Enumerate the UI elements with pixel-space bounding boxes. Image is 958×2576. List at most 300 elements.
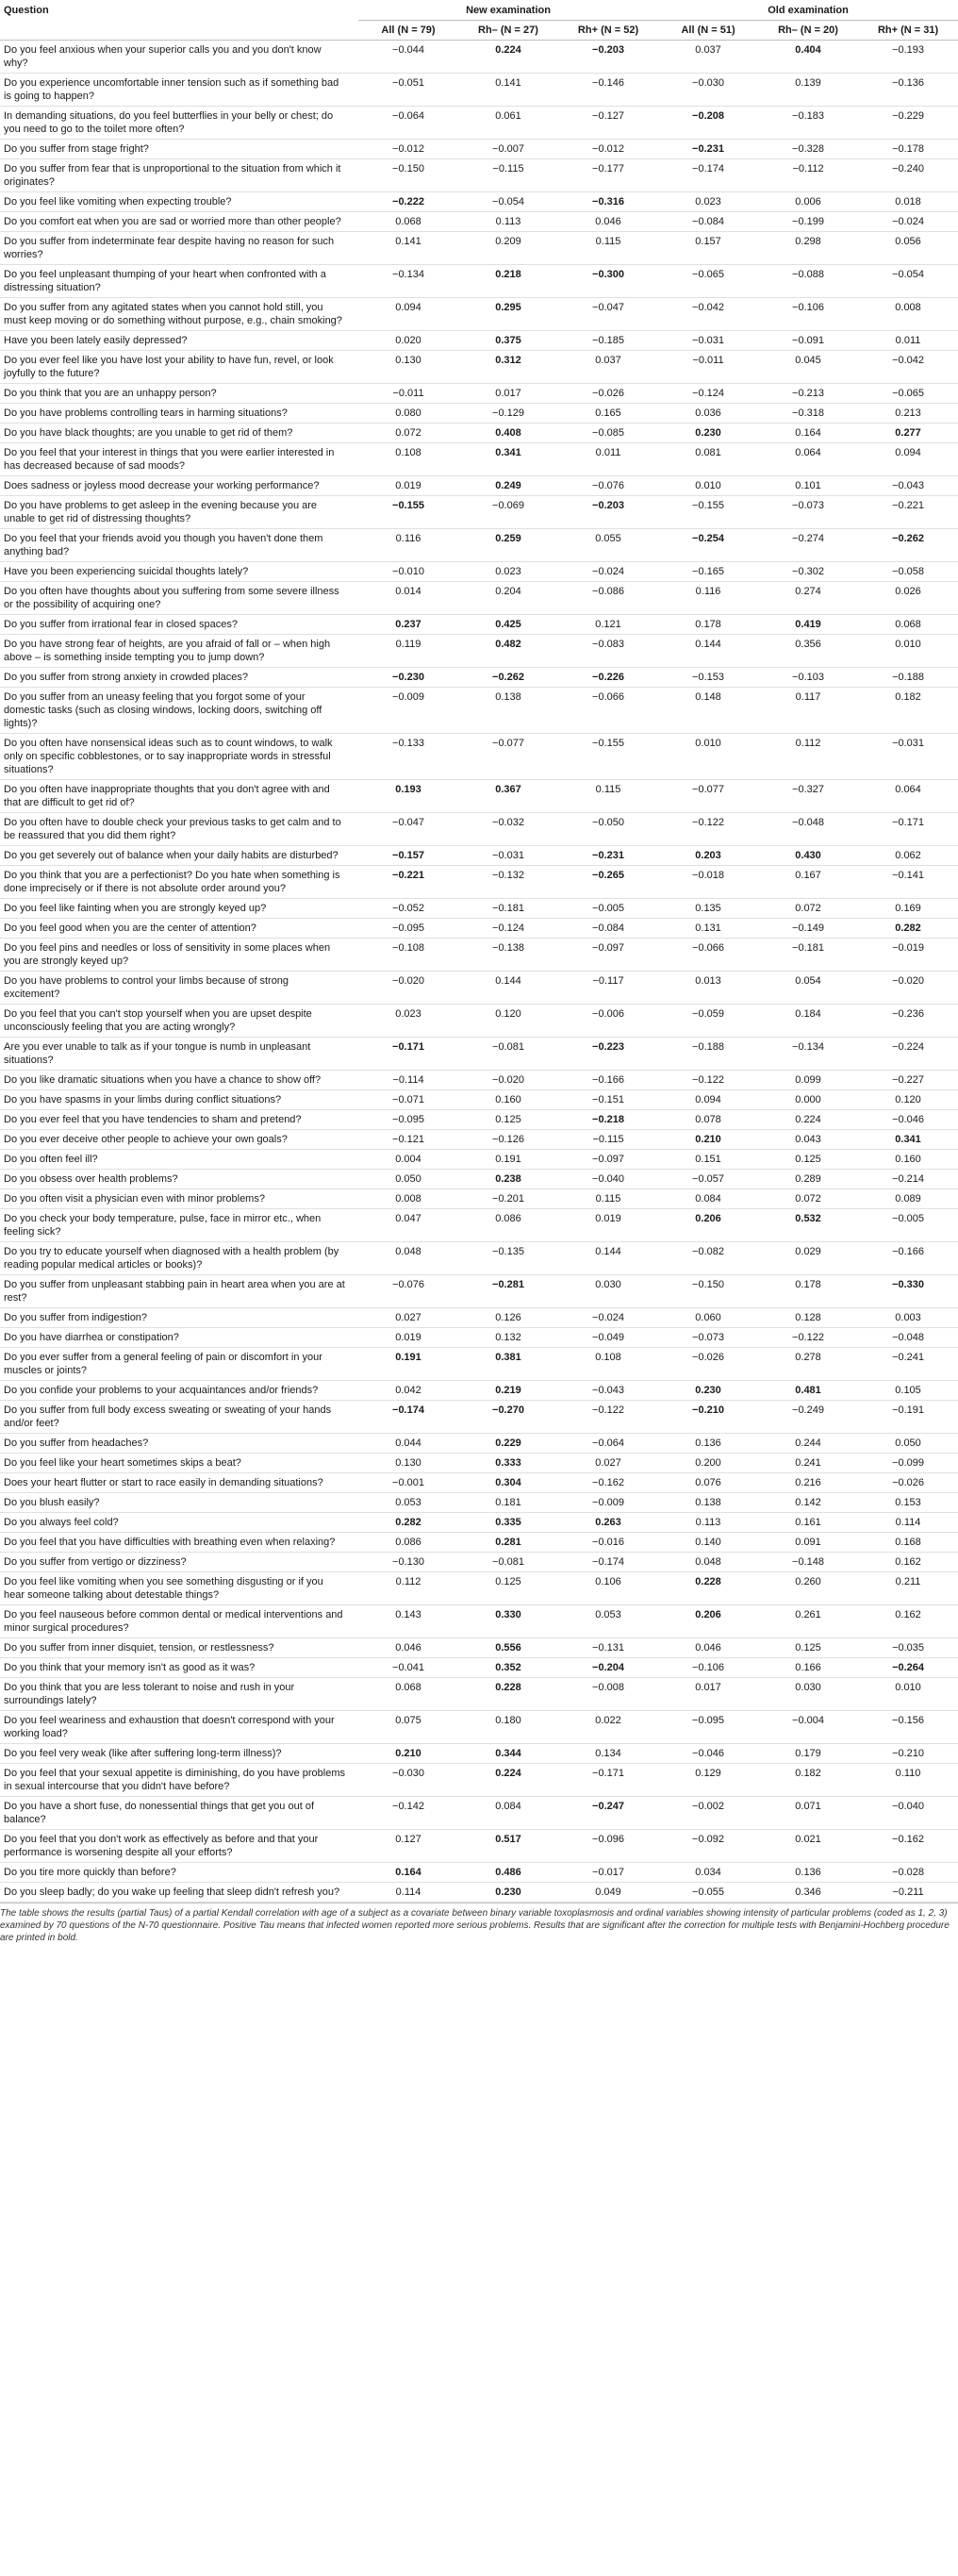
value-cell-new-rh-pos: 0.115 [558,780,658,813]
value-cell-new-rh-neg: 0.181 [458,1493,558,1513]
value-cell-old-rh-pos: −0.330 [858,1275,958,1308]
value-cell-old-rh-neg: 0.045 [758,351,858,384]
value-cell-new-rh-neg: 0.517 [458,1830,558,1863]
value-cell-old-rh-pos: −0.005 [858,1209,958,1242]
value-cell-old-all: −0.150 [658,1275,758,1308]
table-row [0,635,958,668]
value-cell-old-rh-pos: 0.169 [858,899,958,919]
value-cell-new-all: 0.141 [358,232,458,265]
value-cell-new-rh-pos: 0.027 [558,1454,658,1473]
value-cell-old-rh-neg: 0.064 [758,443,858,476]
value-cell-new-rh-neg: −0.138 [458,939,558,972]
value-cell-old-rh-pos: −0.193 [858,41,958,74]
question-cell: Do you have diarrhea or constipation? [0,1328,358,1348]
value-cell-old-rh-neg: 0.101 [758,476,858,496]
table-row [0,562,958,582]
question-cell: Do you have problems to control your limbs because of strong excitement? [0,972,358,1005]
value-cell-new-rh-neg: 0.218 [458,265,558,298]
value-cell-old-rh-pos: −0.046 [858,1110,958,1130]
table-row [0,1308,958,1328]
value-cell-new-rh-neg: −0.281 [458,1275,558,1308]
question-cell: Do you often have inappropriate thoughts that you don't agree with and that are difficult to get rid of? [0,780,358,813]
value-cell-old-all: 0.203 [658,846,758,866]
value-cell-old-rh-neg: 0.184 [758,1005,858,1038]
value-cell-old-all: 0.230 [658,424,758,443]
table-row [0,404,958,424]
value-cell-new-rh-neg: 0.180 [458,1711,558,1744]
value-cell-new-rh-pos: −0.171 [558,1764,658,1797]
value-cell-old-all: 0.129 [658,1764,758,1797]
value-cell-new-all: 0.193 [358,780,458,813]
question-cell: In demanding situations, do you feel butterflies in your belly or chest; do you need to go to the toilet more often? [0,107,358,140]
question-cell: Do you feel that you can't stop yourself when you are upset despite unconsciously feeling that you are acting wrongly? [0,1005,358,1038]
value-cell-new-rh-neg: 0.482 [458,635,558,668]
table-row [0,1209,958,1242]
value-cell-new-rh-pos: −0.040 [558,1170,658,1189]
value-cell-old-all: 0.076 [658,1473,758,1493]
value-cell-old-all: 0.094 [658,1090,758,1110]
value-cell-old-all: −0.092 [658,1830,758,1863]
value-cell-old-rh-pos: −0.188 [858,668,958,688]
value-cell-old-rh-pos: 0.008 [858,298,958,331]
value-cell-old-all: 0.200 [658,1454,758,1473]
question-cell: Do you ever suffer from a general feeling of pain or discomfort in your muscles or joints? [0,1348,358,1381]
value-cell-new-all: 0.108 [358,443,458,476]
question-cell: Do you have a short fuse, do nonessential things that get you out of balance? [0,1797,358,1830]
value-cell-old-rh-pos: 0.153 [858,1493,958,1513]
value-cell-old-rh-pos: −0.042 [858,351,958,384]
value-cell-new-all: −0.030 [358,1764,458,1797]
value-cell-new-all: 0.047 [358,1209,458,1242]
table-row [0,159,958,192]
value-cell-new-rh-neg: 0.023 [458,562,558,582]
value-cell-new-all: 0.068 [358,1678,458,1711]
value-cell-old-rh-pos: −0.224 [858,1038,958,1071]
value-cell-old-rh-neg: 0.356 [758,635,858,668]
value-cell-old-all: 0.148 [658,688,758,734]
value-cell-old-rh-neg: −0.103 [758,668,858,688]
value-cell-old-all: 0.036 [658,404,758,424]
question-cell: Do you have strong fear of heights, are you afraid of fall or – when high above – is something inside tempting you to jump down? [0,635,358,668]
value-cell-new-rh-pos: −0.085 [558,424,658,443]
value-cell-old-rh-neg: 0.298 [758,232,858,265]
value-cell-old-rh-pos: −0.156 [858,1711,958,1744]
value-cell-old-rh-pos: −0.028 [858,1863,958,1883]
value-cell-new-all: 0.282 [358,1513,458,1533]
value-cell-old-rh-neg: 0.054 [758,972,858,1005]
value-cell-old-rh-pos: 0.089 [858,1189,958,1209]
value-cell-old-rh-neg: 0.430 [758,846,858,866]
value-cell-new-rh-neg: 0.230 [458,1883,558,1903]
value-cell-new-all: 0.114 [358,1883,458,1903]
value-cell-old-rh-pos: 0.282 [858,919,958,939]
value-cell-old-rh-pos: 0.094 [858,443,958,476]
value-cell-old-rh-pos: −0.099 [858,1454,958,1473]
value-cell-new-rh-neg: 0.330 [458,1605,558,1638]
value-cell-old-rh-neg: 0.030 [758,1678,858,1711]
table-row [0,780,958,813]
value-cell-old-all: −0.059 [658,1005,758,1038]
value-cell-old-rh-neg: 0.117 [758,688,858,734]
question-cell: Do you suffer from irrational fear in closed spaces? [0,615,358,635]
value-cell-new-rh-pos: −0.064 [558,1434,658,1454]
value-cell-old-all: 0.131 [658,919,758,939]
value-cell-old-rh-neg: −0.213 [758,384,858,404]
value-cell-new-rh-neg: −0.081 [458,1553,558,1572]
value-cell-old-all: 0.023 [658,192,758,212]
value-cell-old-all: −0.208 [658,107,758,140]
value-cell-old-rh-neg: 0.346 [758,1883,858,1903]
table-row [0,74,958,107]
value-cell-new-rh-pos: −0.155 [558,734,658,780]
table-row [0,1130,958,1150]
value-cell-new-all: −0.012 [358,140,458,159]
question-cell: Do you try to educate yourself when diagnosed with a health problem (by reading popular medical articles or books)? [0,1242,358,1275]
question-cell: Do you feel that you have difficulties with breathing even when relaxing? [0,1533,358,1553]
value-cell-old-rh-neg: −0.134 [758,1038,858,1071]
value-cell-new-rh-neg: 0.367 [458,780,558,813]
value-cell-new-all: 0.023 [358,1005,458,1038]
value-cell-old-all: 0.228 [658,1572,758,1605]
question-cell: Do you feel pins and needles or loss of sensitivity in some places when you are strongly keyed up? [0,939,358,972]
value-cell-new-rh-pos: 0.108 [558,1348,658,1381]
table-row [0,1473,958,1493]
question-cell: Do you suffer from fear that is unproportional to the situation from which it originates? [0,159,358,192]
value-cell-new-all: −0.009 [358,688,458,734]
value-cell-new-all: 0.130 [358,351,458,384]
value-cell-old-all: −0.095 [658,1711,758,1744]
table-row [0,1381,958,1401]
value-cell-old-all: 0.113 [658,1513,758,1533]
value-cell-old-rh-pos: 0.160 [858,1150,958,1170]
value-cell-new-rh-pos: −0.024 [558,1308,658,1328]
value-cell-old-rh-neg: 0.289 [758,1170,858,1189]
value-cell-new-rh-neg: −0.262 [458,668,558,688]
value-cell-new-all: −0.230 [358,668,458,688]
value-cell-new-all: −0.130 [358,1553,458,1572]
value-cell-old-rh-neg: 0.278 [758,1348,858,1381]
value-cell-old-rh-pos: −0.020 [858,972,958,1005]
value-cell-old-rh-neg: 0.260 [758,1572,858,1605]
value-cell-old-all: 0.144 [658,635,758,668]
value-cell-new-rh-pos: −0.131 [558,1638,658,1658]
value-cell-new-rh-pos: −0.166 [558,1071,658,1090]
value-cell-new-rh-neg: −0.126 [458,1130,558,1150]
value-cell-new-rh-neg: 0.132 [458,1328,558,1348]
value-cell-new-rh-pos: −0.223 [558,1038,658,1071]
value-cell-new-rh-neg: 0.113 [458,212,558,232]
value-cell-new-all: −0.121 [358,1130,458,1150]
table-row [0,1678,958,1711]
value-cell-new-rh-pos: −0.146 [558,74,658,107]
table-row [0,331,958,351]
table-row [0,1711,958,1744]
value-cell-old-rh-pos: 0.162 [858,1605,958,1638]
value-cell-old-rh-pos: 0.068 [858,615,958,635]
value-cell-new-rh-neg: 0.141 [458,74,558,107]
table-row [0,688,958,734]
table-row [0,192,958,212]
old-examination-header: Old examination [658,0,958,21]
value-cell-new-rh-neg: 0.209 [458,232,558,265]
question-cell: Do you blush easily? [0,1493,358,1513]
value-cell-new-all: 0.210 [358,1744,458,1764]
value-cell-new-all: 0.080 [358,404,458,424]
value-cell-old-rh-pos: 0.018 [858,192,958,212]
question-cell: Do you feel like vomiting when expecting trouble? [0,192,358,212]
value-cell-new-rh-neg: 0.084 [458,1797,558,1830]
value-cell-new-rh-neg: 0.219 [458,1381,558,1401]
table-row [0,919,958,939]
value-cell-old-rh-pos: −0.141 [858,866,958,899]
value-cell-old-rh-neg: 0.142 [758,1493,858,1513]
question-cell: Do you experience uncomfortable inner tension such as if something bad is going to happen? [0,74,358,107]
value-cell-new-rh-pos: −0.076 [558,476,658,496]
table-row [0,1242,958,1275]
value-cell-old-all: 0.034 [658,1863,758,1883]
value-cell-old-rh-neg: 0.481 [758,1381,858,1401]
table-row [0,615,958,635]
question-cell: Do you confide your problems to your acquaintances and/or friends? [0,1381,358,1401]
value-cell-new-rh-pos: 0.022 [558,1711,658,1744]
new-examination-header: New examination [358,0,658,21]
value-cell-old-rh-neg: 0.136 [758,1863,858,1883]
value-cell-new-all: −0.171 [358,1038,458,1071]
table-row [0,1071,958,1090]
value-cell-old-rh-neg: 0.419 [758,615,858,635]
value-cell-new-rh-pos: 0.115 [558,1189,658,1209]
value-cell-old-rh-pos: −0.136 [858,74,958,107]
value-cell-old-all: −0.084 [658,212,758,232]
value-cell-new-rh-pos: −0.231 [558,846,658,866]
value-cell-new-all: −0.108 [358,939,458,972]
value-cell-new-rh-pos: 0.019 [558,1209,658,1242]
value-cell-new-rh-neg: −0.132 [458,866,558,899]
value-cell-new-all: −0.155 [358,496,458,529]
question-column-header: Question [4,5,49,17]
table-row [0,972,958,1005]
value-cell-old-rh-neg: −0.106 [758,298,858,331]
value-cell-old-all: 0.078 [658,1110,758,1130]
value-cell-old-all: 0.151 [658,1150,758,1170]
value-cell-new-all: 0.237 [358,615,458,635]
table-row [0,1005,958,1038]
table-row [0,529,958,562]
value-cell-new-rh-neg: 0.229 [458,1434,558,1454]
value-cell-old-rh-neg: −0.091 [758,331,858,351]
value-cell-new-rh-neg: 0.191 [458,1150,558,1170]
table-row [0,734,958,780]
value-cell-new-rh-neg: −0.135 [458,1242,558,1275]
question-cell: Do you think that you are an unhappy person? [0,384,358,404]
table-row [0,107,958,140]
value-cell-new-all: −0.020 [358,972,458,1005]
value-cell-old-rh-neg: 0.071 [758,1797,858,1830]
question-cell: Do you ever feel that you have tendencies to sham and pretend? [0,1110,358,1130]
value-cell-new-all: 0.086 [358,1533,458,1553]
value-cell-old-rh-neg: 0.112 [758,734,858,780]
value-cell-old-all: 0.138 [658,1493,758,1513]
value-cell-old-all: −0.165 [658,562,758,582]
value-cell-new-all: −0.064 [358,107,458,140]
value-cell-old-rh-neg: 0.021 [758,1830,858,1863]
value-cell-new-all: 0.019 [358,476,458,496]
value-cell-old-rh-pos: −0.048 [858,1328,958,1348]
value-cell-new-rh-pos: 0.106 [558,1572,658,1605]
value-cell-new-rh-neg: 0.224 [458,41,558,74]
value-cell-new-all: 0.014 [358,582,458,615]
table-row [0,476,958,496]
table-row [0,1189,958,1209]
value-cell-old-rh-pos: −0.211 [858,1883,958,1903]
subheader-old-rh-neg: Rh– (N = 20) [758,21,858,41]
value-cell-old-rh-pos: 0.114 [858,1513,958,1533]
value-cell-old-rh-neg: 0.006 [758,192,858,212]
value-cell-old-all: 0.046 [658,1638,758,1658]
value-cell-new-all: −0.095 [358,1110,458,1130]
value-cell-new-rh-pos: 0.055 [558,529,658,562]
question-cell: Do you feel nauseous before common dental or medical interventions and minor surgical procedures? [0,1605,358,1638]
value-cell-new-rh-pos: 0.115 [558,232,658,265]
value-cell-new-all: −0.095 [358,919,458,939]
value-cell-old-all: 0.060 [658,1308,758,1328]
question-cell: Do you feel that your sexual appetite is diminishing, do you have problems in sexual intercourse that you didn't have before? [0,1764,358,1797]
value-cell-new-rh-neg: 0.556 [458,1638,558,1658]
value-cell-old-rh-neg: 0.261 [758,1605,858,1638]
value-cell-old-rh-neg: 0.139 [758,74,858,107]
value-cell-old-rh-pos: −0.236 [858,1005,958,1038]
value-cell-old-rh-pos: −0.166 [858,1242,958,1275]
value-cell-new-all: 0.116 [358,529,458,562]
value-cell-new-all: −0.134 [358,265,458,298]
table-row [0,1744,958,1764]
subheader-old-all: All (N = 51) [658,21,758,41]
value-cell-new-rh-pos: 0.165 [558,404,658,424]
value-cell-new-rh-pos: −0.162 [558,1473,658,1493]
subheader-new-rh-neg: Rh– (N = 27) [458,21,558,41]
value-cell-old-rh-neg: 0.029 [758,1242,858,1275]
value-cell-new-rh-neg: −0.077 [458,734,558,780]
value-cell-old-rh-pos: −0.178 [858,140,958,159]
value-cell-new-rh-neg: −0.181 [458,899,558,919]
table-row [0,1605,958,1638]
value-cell-new-rh-neg: −0.020 [458,1071,558,1090]
value-cell-old-rh-pos: −0.026 [858,1473,958,1493]
value-cell-old-rh-pos: −0.229 [858,107,958,140]
value-cell-new-rh-neg: −0.054 [458,192,558,212]
value-cell-old-rh-pos: −0.241 [858,1348,958,1381]
value-cell-old-all: 0.010 [658,476,758,496]
value-cell-old-rh-pos: 0.110 [858,1764,958,1797]
value-cell-old-rh-neg: −0.327 [758,780,858,813]
question-cell: Do you suffer from headaches? [0,1434,358,1454]
table-row [0,1275,958,1308]
value-cell-new-rh-neg: 0.125 [458,1572,558,1605]
question-cell: Do you sleep badly; do you wake up feeling that sleep didn't refresh you? [0,1883,358,1903]
table-header [0,0,958,41]
value-cell-old-rh-pos: 0.277 [858,424,958,443]
value-cell-new-rh-pos: −0.265 [558,866,658,899]
value-cell-new-all: 0.042 [358,1381,458,1401]
value-cell-old-all: 0.230 [658,1381,758,1401]
value-cell-new-all: −0.157 [358,846,458,866]
question-cell: Do you feel unpleasant thumping of your heart when confronted with a distressing situation? [0,265,358,298]
table-body [0,41,958,1903]
question-cell: Do you often have to double check your previous tasks to get calm and to be reassured that you did them right? [0,813,358,846]
table-row [0,1830,958,1863]
value-cell-new-rh-neg: 0.381 [458,1348,558,1381]
value-cell-old-rh-pos: 0.064 [858,780,958,813]
value-cell-old-all: 0.084 [658,1189,758,1209]
value-cell-new-all: 0.164 [358,1863,458,1883]
value-cell-new-rh-pos: 0.053 [558,1605,658,1638]
table-row [0,1434,958,1454]
value-cell-new-rh-pos: −0.008 [558,1678,658,1711]
table-row [0,1658,958,1678]
value-cell-old-all: −0.254 [658,529,758,562]
value-cell-old-rh-pos: 0.010 [858,1678,958,1711]
value-cell-old-rh-pos: −0.227 [858,1071,958,1090]
table-row [0,1883,958,1903]
value-cell-new-rh-neg: 0.344 [458,1744,558,1764]
value-cell-new-rh-neg: 0.228 [458,1678,558,1711]
question-cell: Do you often feel ill? [0,1150,358,1170]
question-cell: Do you ever feel like you have lost your ability to have fun, revel, or look joyfully to the future? [0,351,358,384]
value-cell-old-rh-neg: 0.404 [758,41,858,74]
value-cell-new-rh-pos: −0.047 [558,298,658,331]
value-cell-new-all: 0.020 [358,331,458,351]
value-cell-new-all: −0.047 [358,813,458,846]
value-cell-old-rh-neg: 0.128 [758,1308,858,1328]
value-cell-old-all: 0.210 [658,1130,758,1150]
value-cell-new-rh-pos: −0.017 [558,1863,658,1883]
value-cell-old-all: 0.157 [658,232,758,265]
table-row [0,424,958,443]
value-cell-old-rh-pos: −0.024 [858,212,958,232]
value-cell-old-all: 0.136 [658,1434,758,1454]
table-row [0,866,958,899]
value-cell-new-rh-pos: −0.316 [558,192,658,212]
value-cell-old-all: −0.011 [658,351,758,384]
question-cell: Have you been lately easily depressed? [0,331,358,351]
question-cell: Do you suffer from full body excess sweating or sweating of your hands and/or feet? [0,1401,358,1434]
value-cell-old-rh-pos: 0.211 [858,1572,958,1605]
value-cell-new-rh-pos: −0.115 [558,1130,658,1150]
value-cell-old-rh-pos: 0.062 [858,846,958,866]
value-cell-new-rh-neg: 0.281 [458,1533,558,1553]
value-cell-old-rh-pos: 0.010 [858,635,958,668]
value-cell-old-rh-pos: −0.171 [858,813,958,846]
value-cell-old-all: 0.140 [658,1533,758,1553]
value-cell-new-all: −0.133 [358,734,458,780]
table-row [0,1401,958,1434]
table-row [0,899,958,919]
table-row [0,1150,958,1170]
value-cell-new-all: 0.191 [358,1348,458,1381]
value-cell-new-rh-pos: 0.037 [558,351,658,384]
value-cell-old-all: −0.042 [658,298,758,331]
value-cell-old-all: 0.116 [658,582,758,615]
value-cell-new-rh-pos: −0.086 [558,582,658,615]
question-cell: Do you think that you are a perfectionist? Do you hate when something is done imprecisely or if there is not absolute order around you? [0,866,358,899]
value-cell-new-rh-neg: 0.224 [458,1764,558,1797]
value-cell-old-rh-neg: −0.148 [758,1553,858,1572]
value-cell-old-rh-pos: −0.040 [858,1797,958,1830]
value-cell-new-rh-neg: −0.007 [458,140,558,159]
value-cell-old-all: 0.178 [658,615,758,635]
value-cell-new-rh-pos: 0.030 [558,1275,658,1308]
value-cell-new-rh-neg: 0.312 [458,351,558,384]
